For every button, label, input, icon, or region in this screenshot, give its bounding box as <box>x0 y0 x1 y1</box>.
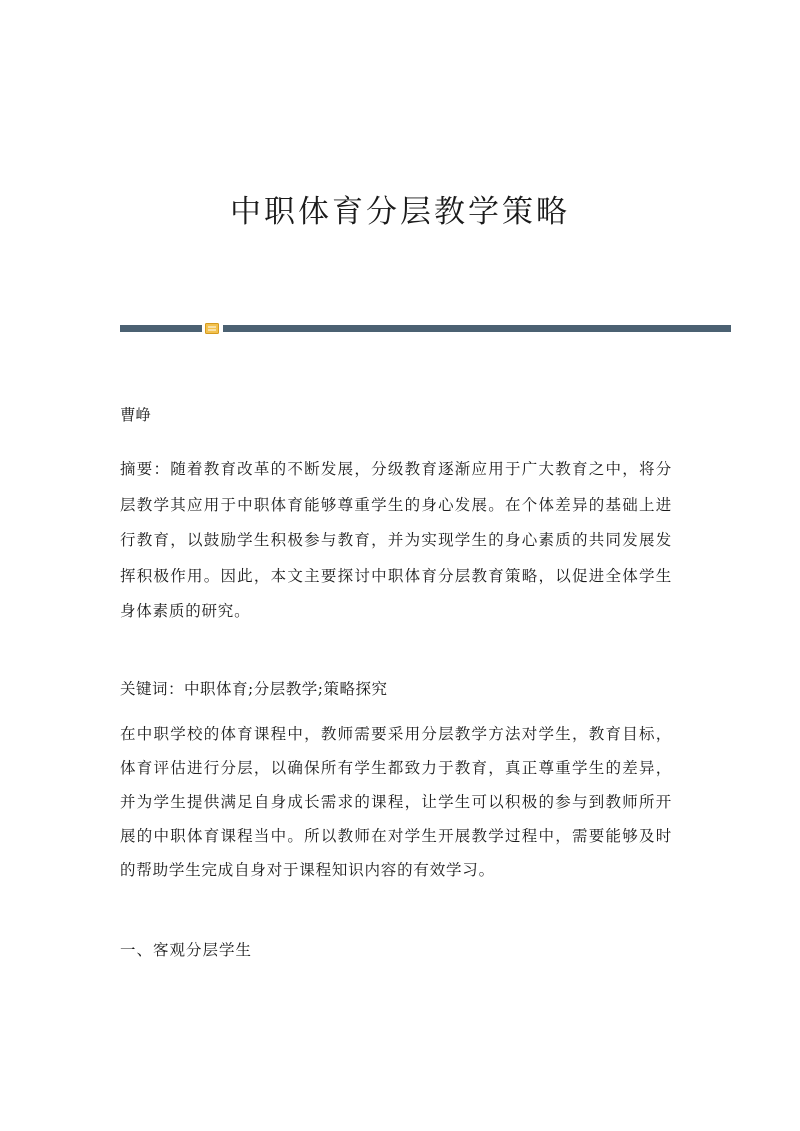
body-paragraph: 在中职学校的体育课程中，教师需要采用分层教学方法对学生，教育目标，体育评估进行分层，以确保所有学生都致力于教育，真正尊重学生的差异，并为学生提供满足自身成长需求的课程，让学生可以积极的参与到教师所开展的中职体育课程当中。所以教师在对学生开展教学过程中，需要能够及时的帮助学生完成自身对于课程知识内容的有效学习。 <box>120 725 672 879</box>
keywords-line: 关键词：中职体育;分层教学;策略探究 <box>120 680 388 698</box>
title-divider-left <box>120 325 202 332</box>
author-name: 曹峥 <box>120 406 152 424</box>
section-heading: 一、客观分层学生 <box>120 941 253 959</box>
page-title: 中职体育分层教学策略 <box>230 194 570 230</box>
abstract-paragraph: 摘要：随着教育改革的不断发展，分级教育逐渐应用于广大教育之中，将分层教学其应用于中职体育能够尊重学生的身心发展。在个体差异的基础上进行教育，以鼓励学生积极参与教育，并为实现学生的身心素质的共同发展发挥积极作用。因此，本文主要探讨中职体育分层教育策略，以促进全体学生身体素质的研究。 <box>120 460 672 620</box>
note-icon <box>205 323 219 334</box>
title-divider-right <box>223 325 731 332</box>
